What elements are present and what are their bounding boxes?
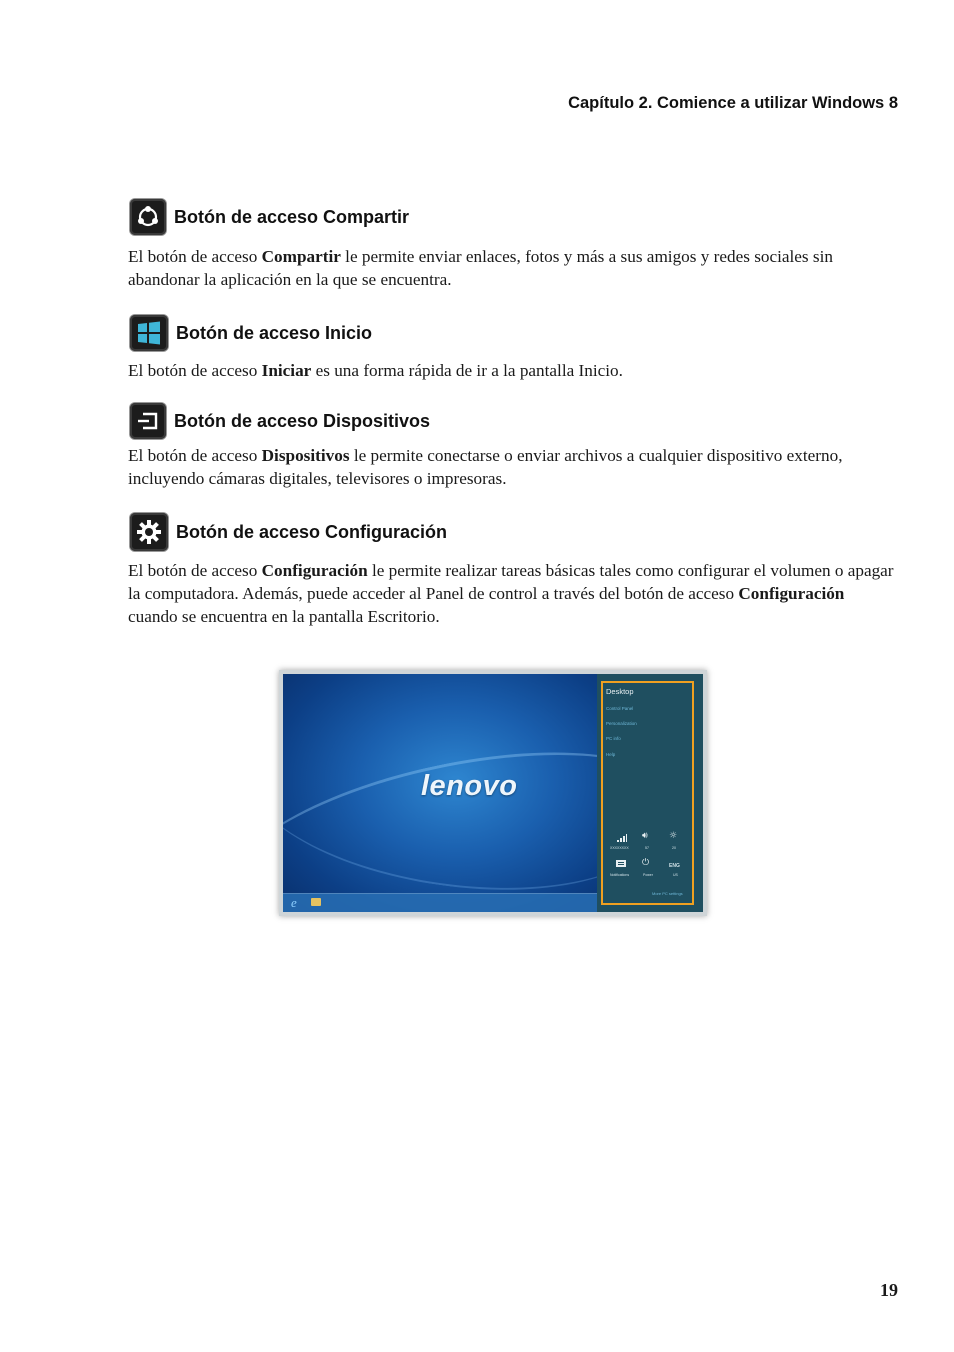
section-paragraph-share: El botón de acceso Compartir le permite enviar enlaces, fotos y más a sus amigos y redes sociales sin abandonar la aplicación en la que se encuentra.	[128, 247, 833, 289]
settings-charm-screenshot	[279, 670, 707, 916]
settings-panel	[597, 674, 703, 912]
brightness-icon[interactable]: ☼	[669, 831, 678, 841]
network-icon[interactable]	[617, 834, 627, 845]
desktop-wallpaper	[283, 674, 597, 912]
brightness-label: 20	[672, 846, 676, 850]
keyboard-label: US	[673, 873, 678, 877]
chapter-header: Capítulo 2. Comience a utilizar Windows 8	[568, 94, 898, 112]
section-title-settings	[130, 513, 447, 551]
link-pc-info[interactable]: PC info	[606, 736, 621, 741]
power-icon[interactable]: ⏻	[642, 858, 650, 868]
section-title-start	[130, 315, 372, 351]
link-control-panel[interactable]: Control Panel	[606, 706, 634, 711]
more-pc-settings-link[interactable]: More PC settings	[652, 891, 683, 896]
share-charm-icon	[130, 199, 166, 235]
network-label: XXXXXXXX	[610, 846, 629, 850]
notifications-label: Notifications	[610, 873, 630, 877]
notifications-icon[interactable]	[616, 860, 626, 870]
lenovo-logo: lenovo	[421, 770, 518, 802]
section-title-text: Botón de acceso Compartir	[174, 206, 410, 227]
link-personalization[interactable]: Personalization	[606, 721, 637, 726]
section-paragraph-settings: El botón de acceso Configuración le permite realizar tareas básicas tales como configurar el volumen o apagar la computadora. Además, puede acceder al Panel de control a través del botón de acceso Configuración cuando se encuentra en la pantalla Escritorio.	[128, 561, 894, 626]
section-title-devices	[130, 403, 430, 439]
section-title-text: Botón de acceso Inicio	[176, 322, 373, 343]
section-title-share	[130, 199, 409, 235]
link-help[interactable]: Help	[606, 752, 616, 757]
page-number: 19	[880, 1280, 898, 1300]
section-title-text: Botón de acceso Configuración	[176, 521, 448, 542]
panel-title: Desktop	[606, 687, 634, 696]
volume-icon[interactable]: 🔊︎	[642, 831, 648, 841]
start-charm-icon	[130, 315, 168, 351]
internet-explorer-icon[interactable]: e	[291, 895, 297, 910]
volume-label: 57	[645, 846, 649, 850]
file-explorer-icon[interactable]	[311, 898, 321, 906]
highlight-box	[601, 681, 694, 905]
section-paragraph-devices: El botón de acceso Dispositivos le permite conectarse o enviar archivos a cualquier dispositivo externo, incluyendo cámaras digitales, televisores o impresoras.	[128, 446, 843, 488]
taskbar	[283, 893, 597, 912]
section-paragraph-start: El botón de acceso Iniciar es una forma rápida de ir a la pantalla Inicio.	[128, 361, 623, 380]
power-label: Power	[643, 873, 653, 877]
settings-charm-icon	[130, 513, 168, 551]
section-title-text: Botón de acceso Dispositivos	[174, 410, 431, 431]
keyboard-icon[interactable]: ENG	[669, 863, 680, 869]
devices-charm-icon	[130, 403, 166, 439]
